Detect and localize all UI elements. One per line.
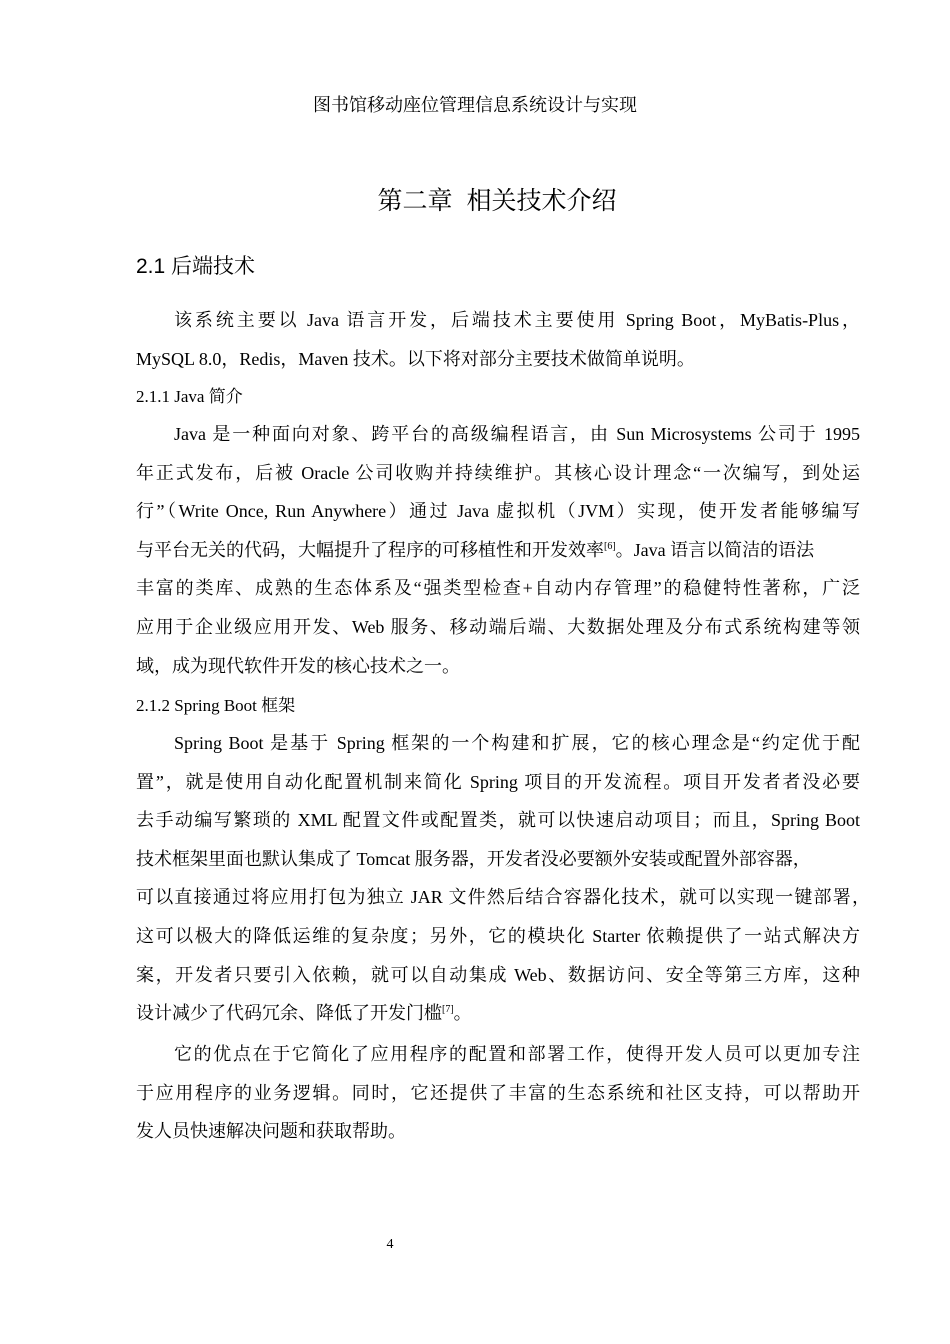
subsection-heading-java: 2.1.1 Java 简介 [136, 387, 243, 406]
intro-paragraph [136, 301, 860, 378]
text-line [136, 994, 860, 1033]
text-line: 域，成为现代软件开发的核心技术之一。 [136, 655, 460, 676]
text-line: 置”，就是使用自动化配置机制来简化 Spring 项目的开发流程。项目开发者者没必要 [136, 771, 860, 792]
text-line: 可以直接通过将应用打包为独立 JAR 文件然后结合容器化技术，就可以实现一键部署， [136, 887, 870, 908]
text-line [136, 531, 860, 570]
text-line: 技术框架里面也默认集成了 Tomcat 服务器，开发者没必要额外安装或配置外部容器， [136, 848, 811, 869]
text-line: 丰富的类库、成熟的生态体系及“强类型检查+自动内存管理”的稳健特性著称，广泛 [136, 578, 860, 599]
advantages-paragraph [136, 1035, 860, 1151]
text-line: 这可以极大的降低运维的复杂度；另外，它的模块化 Starter 依赖提供了一站式解决方 [136, 925, 860, 946]
text-line: 行”（Write Once, Run Anywhere）通过 Java 虚拟机（JVM）实现，使开发者能够编写 [136, 501, 860, 522]
text-line: 该系统主要以 Java 语言开发，后端技术主要使用 Spring Boot，MyBatis-Plus， [174, 310, 860, 330]
text-line: 去手动编写繁琐的 XML 配置文件或配置类，就可以快速启动项目；而且，Spring Boot [136, 810, 860, 831]
section-heading: 2.1 后端技术 [136, 255, 256, 278]
page-number: 4 [386, 1237, 394, 1252]
text-segment: 。 [453, 1003, 472, 1024]
text-line: MySQL 8.0，Redis，Maven 技术。以下将对部分主要技术做简单说明。 [136, 348, 695, 369]
text-line: 于应用程序的业务逻辑。同时，它还提供了丰富的生态系统和社区支持，可以帮助开 [136, 1082, 860, 1103]
text-segment: 设计减少了代码冗余、降低了开发门槛 [136, 1003, 442, 1024]
text-line: 案，开发者只要引入依赖，就可以自动集成 Web、数据访问、安全等第三方库，这种 [136, 964, 860, 985]
citation: [7] [442, 1004, 454, 1016]
springboot-paragraph [136, 724, 870, 1033]
text-segment: 与平台无关的代码，大幅提升了程序的可移植性和开发效率 [136, 539, 604, 560]
text-line: 年正式发布，后被 Oracle 公司收购并持续维护。其核心设计理念“一次编写，到处运 [136, 462, 860, 483]
text-line: 应用于企业级应用开发、Web 服务、移动端后端、大数据处理及分布式系统构建等领 [136, 616, 860, 637]
java-paragraph [136, 415, 860, 685]
chapter-title: 第二章 相关技术介绍 [377, 187, 617, 215]
text-line: 发人员快速解决问题和获取帮助。 [136, 1121, 406, 1142]
text-line: Spring Boot 是基于 Spring 框架的一个构建和扩展，它的核心理念是“约定优于配 [174, 733, 860, 753]
citation: [6] [604, 540, 616, 552]
running-header: 图书馆移动座位管理信息系统设计与实现 [313, 95, 637, 115]
text-line: 它的优点在于它简化了应用程序的配置和部署工作，使得开发人员可以更加专注 [174, 1044, 860, 1064]
subsection-heading-springboot: 2.1.2 Spring Boot 框架 [136, 696, 296, 715]
text-segment: 。Java 语言以简洁的语法 [615, 539, 815, 560]
text-line: Java 是一种面向对象、跨平台的高级编程语言，由 Sun Microsystems 公司于 1995 [174, 424, 860, 444]
